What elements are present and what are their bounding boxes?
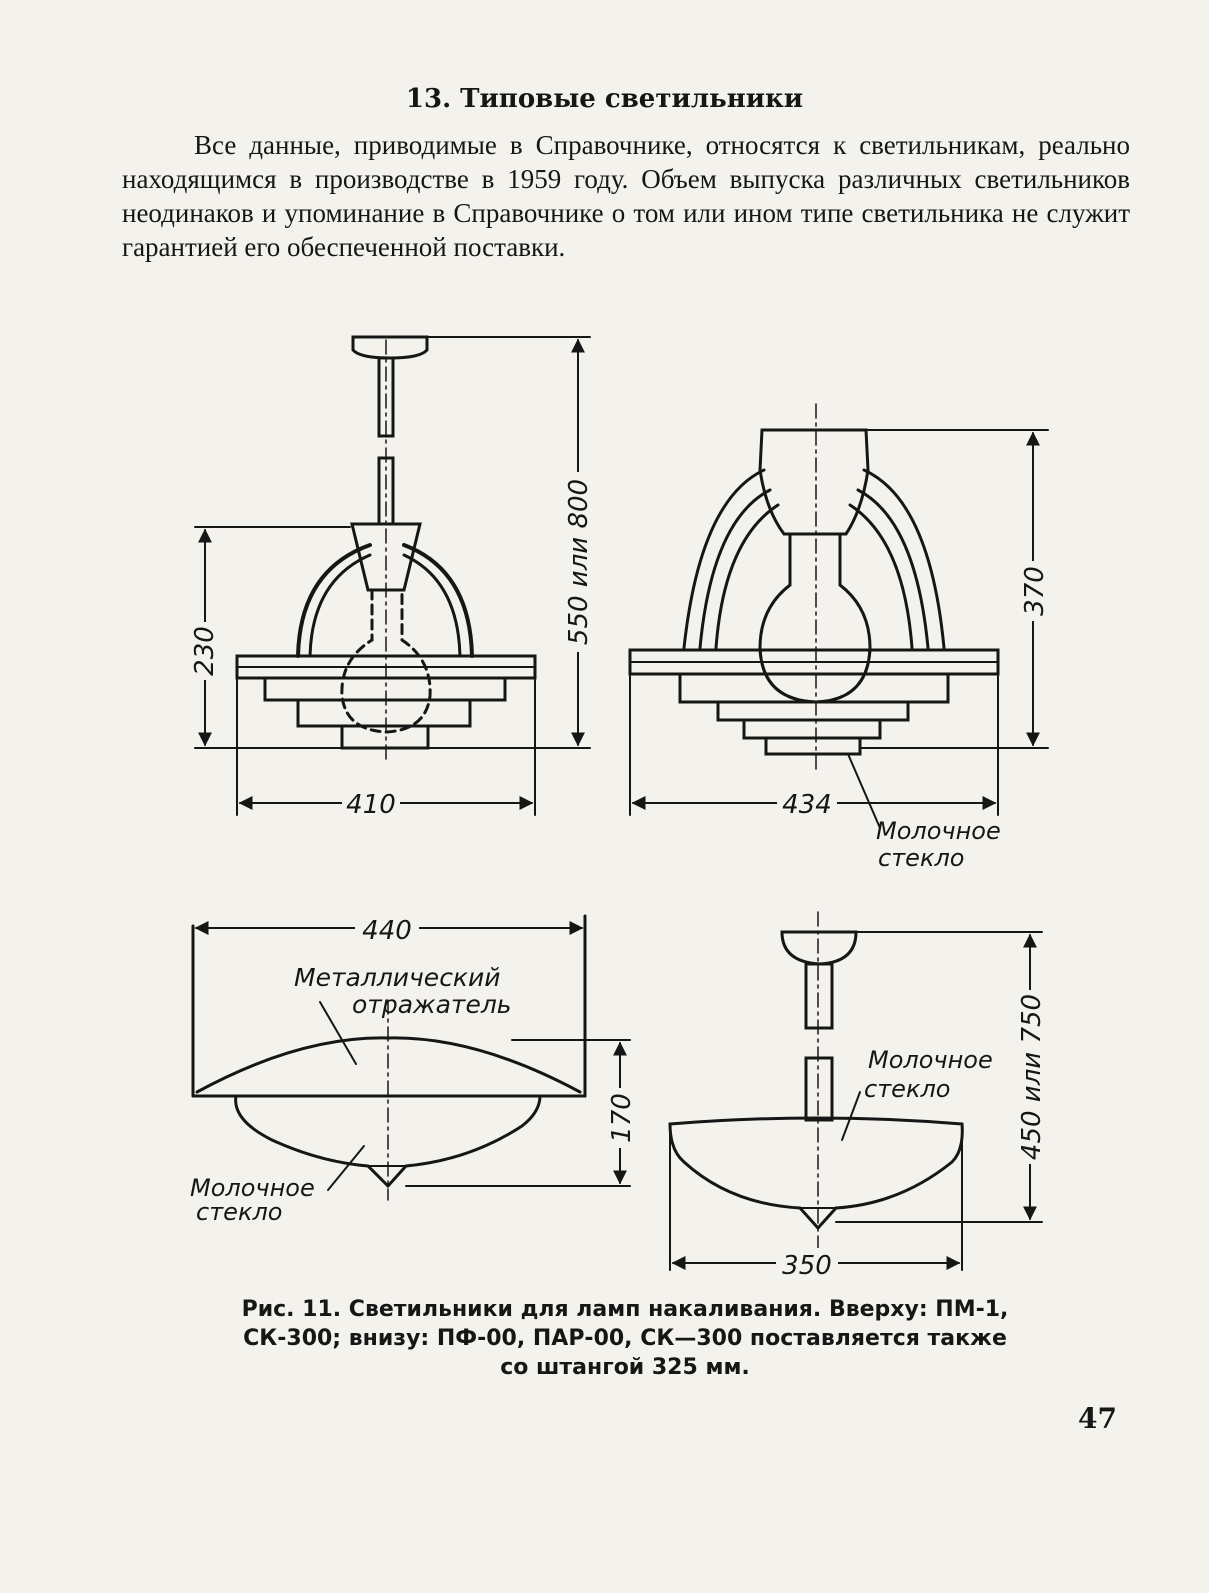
par00-width-dim: 350 <box>782 1251 832 1281</box>
section-heading: 13. Типовые светильники <box>405 84 804 114</box>
par00-ceiling-cup <box>782 932 856 964</box>
par00-glass-label-2: стекло <box>864 1075 951 1103</box>
pm1-arm-right-inner <box>404 555 460 656</box>
pm1-width-dim: 410 <box>346 790 396 820</box>
sk300-bulb-neck <box>760 534 870 702</box>
pf00-reflector-label-1: Металлический <box>294 963 501 992</box>
pm1-step3 <box>342 726 428 748</box>
par00-rod-upper <box>806 964 832 1028</box>
pm1-ceiling-cup <box>353 337 427 358</box>
pf00-glass-label-1: Молочное <box>190 1174 315 1202</box>
sk300-step2 <box>718 702 908 720</box>
caption-line-1: Рис. 11. Светильники для ламп накаливания. Вверху: ПМ-1, <box>241 1297 1009 1322</box>
sk300-step3 <box>744 720 880 738</box>
body-paragraph: Все данные, приводимые в Справочнике, относятся к светильникам, реально находящимся в производстве в 1959 году. Объем выпуска различных светильников неодинаков и упоминание в Справочнике о том или ином типе светильника не служит гарантией его обеспеченной поставки. <box>122 130 1130 262</box>
pf00-reflector-leader <box>320 1002 356 1064</box>
luminaire-sk300 <box>630 404 1050 872</box>
sk300-glass-label-2: стекло <box>878 844 965 872</box>
sk300-height-dim: 370 <box>1020 566 1050 616</box>
sk300-step1 <box>680 674 948 702</box>
pm1-height-dim: 230 <box>190 626 220 676</box>
pm1-step1 <box>265 678 505 700</box>
pf00-glass-leader <box>328 1146 364 1190</box>
pm1-rod-dim: 550 или 800 <box>564 478 594 646</box>
pf00-glass-label-2: стекло <box>196 1198 283 1226</box>
luminaire-pm1 <box>190 337 594 820</box>
caption-line-3: со штангой 325 мм. <box>500 1355 750 1380</box>
par00-glass-leader <box>842 1092 860 1140</box>
luminaires-figure <box>0 320 1209 1290</box>
pm1-arm-left-inner <box>310 555 370 656</box>
sk300-step4 <box>766 738 860 754</box>
pf00-height-dim: 170 <box>607 1093 637 1143</box>
figure-caption <box>185 1295 1065 1382</box>
luminaire-pf00 <box>190 913 637 1226</box>
par00-rod-lower <box>806 1058 832 1120</box>
pf00-reflector-label-2: отражатель <box>352 990 512 1019</box>
pm1-step2 <box>298 700 470 726</box>
par00-glass-label-1: Молочное <box>868 1046 993 1074</box>
par00-glass <box>670 1118 962 1228</box>
par00-rod-dim: 450 или 750 <box>1017 993 1047 1161</box>
sk300-glass-label-1: Молочное <box>876 817 1001 845</box>
page-number: 47 <box>1078 1402 1117 1435</box>
sk300-width-dim: 434 <box>782 790 832 820</box>
sk300-arms-right <box>850 470 944 648</box>
pf00-width-dim: 440 <box>362 916 412 946</box>
caption-line-2: СК-300; внизу: ПФ-00, ПАР-00, СК—300 поставляется также <box>243 1326 1007 1351</box>
luminaire-par00 <box>670 912 1047 1281</box>
sk300-shade <box>760 430 868 534</box>
